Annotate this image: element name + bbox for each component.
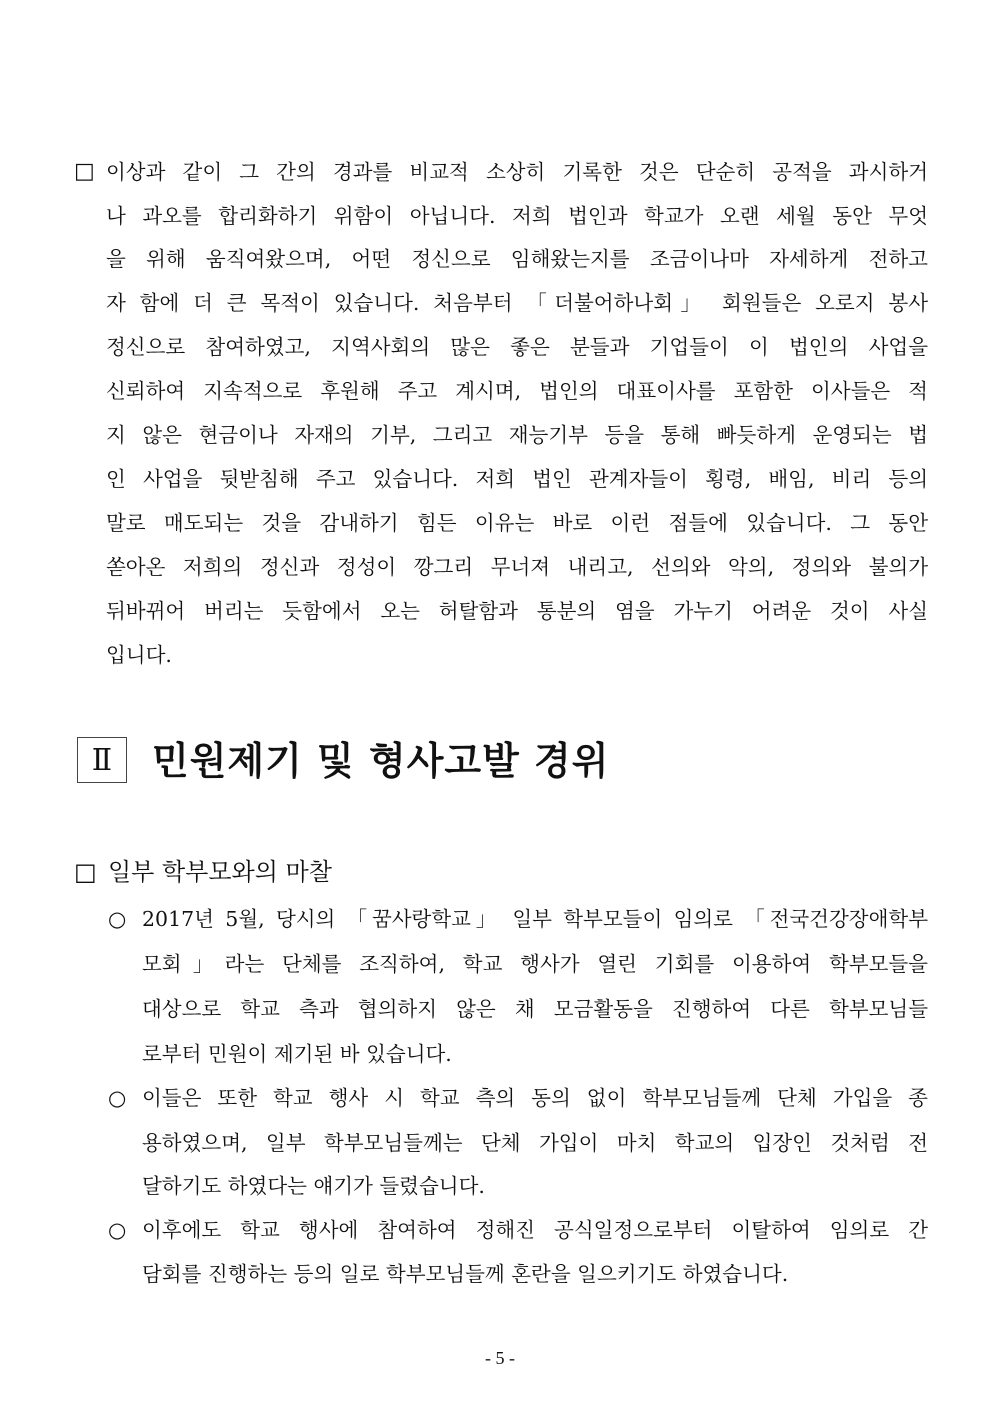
subsection-title: 일부 학부모와의 마찰 bbox=[108, 858, 332, 886]
intro-line-5: 정신으로 참여하였고, 지역사회의 많은 좋은 분들과 기업들이 이 법인의 사업을 bbox=[106, 335, 928, 359]
section-title: 민원제기 및 형사고발 경위 bbox=[152, 738, 610, 783]
intro-line-6: 신뢰하여 지속적으로 후원해 주고 계시며, 법인의 대표이사를 포함한 이사들은 적 bbox=[106, 379, 928, 403]
intro-line-10: 쏟아온 저희의 정신과 정성이 깡그리 무너져 내리고, 선의와 악의, 정의와 불의가 bbox=[106, 555, 929, 579]
intro-line-8: 인 사업을 뒷받침해 주고 있습니다. 저희 법인 관계자들이 횡령, 배임, 비리 등의 bbox=[106, 467, 928, 491]
intro-line-12: 입니다. bbox=[106, 643, 172, 667]
item-2-line-1: 이들은 또한 학교 행사 시 학교 측의 동의 없이 학부모님들께 단체 가입을 종 bbox=[142, 1086, 928, 1110]
item-3-line-1: 이후에도 학교 행사에 참여하여 정해진 공식일정으로부터 이탈하여 임의로 간 bbox=[142, 1218, 928, 1242]
item-1-line-2: 모회」라는 단체를 조직하여, 학교 행사가 열린 기회를 이용하여 학부모들을 bbox=[142, 952, 928, 976]
item-2-line-2: 용하였으며, 일부 학부모님들께는 단체 가입이 마치 학교의 입장인 것처럼 전 bbox=[142, 1131, 928, 1155]
intro-line-4: 자 함에 더 큰 목적이 있습니다. 처음부터 「더불어하나회」 회원들은 오로지 봉사 bbox=[106, 291, 928, 315]
item-1-line-4: 로부터 민원이 제기된 바 있습니다. bbox=[142, 1042, 452, 1066]
item-1-line-3: 대상으로 학교 측과 협의하지 않은 채 모금활동을 진행하여 다른 학부모님들 bbox=[142, 997, 928, 1021]
subsection-checkbox-bullet: □ bbox=[74, 858, 97, 886]
intro-line-9: 말로 매도되는 것을 감내하기 힘든 이유는 바로 이런 점들에 있습니다. 그 동안 bbox=[106, 511, 928, 535]
intro-line-11: 뒤바뀌어 버리는 듯함에서 오는 허탈함과 통분의 염을 가누기 어려운 것이 사실 bbox=[106, 599, 928, 623]
item-2-line-3: 달하기도 하였다는 얘기가 들렸습니다. bbox=[142, 1174, 485, 1198]
circle-bullet: ○ bbox=[108, 1218, 127, 1242]
circle-bullet: ○ bbox=[108, 907, 127, 931]
checkbox-bullet: □ bbox=[74, 159, 95, 184]
intro-line-2: 나 과오를 합리화하기 위함이 아닙니다. 저희 법인과 학교가 오랜 세월 동안 무엇 bbox=[106, 204, 929, 228]
item-1-line-1: 2017년 5월, 당시의 「꿈사랑학교」 일부 학부모들이 임의로 「전국건강장애학부 bbox=[142, 907, 928, 931]
intro-line-1: 이상과 같이 그 간의 경과를 비교적 소상히 기록한 것은 단순히 공적을 과시하거 bbox=[106, 160, 928, 184]
intro-line-7: 지 않은 현금이나 자재의 기부, 그리고 재능기부 등을 통해 빠듯하게 운영되는 법 bbox=[106, 423, 929, 447]
section-number-box: Ⅱ bbox=[77, 737, 127, 783]
intro-line-3: 을 위해 움직여왔으며, 어떤 정신으로 임해왔는지를 조금이나마 자세하게 전하고 bbox=[106, 247, 928, 271]
circle-bullet: ○ bbox=[108, 1086, 127, 1110]
page-number: - 5 - bbox=[485, 1348, 515, 1368]
item-3-line-2: 담회를 진행하는 등의 일로 학부모님들께 혼란을 일으키기도 하였습니다. bbox=[142, 1262, 789, 1286]
